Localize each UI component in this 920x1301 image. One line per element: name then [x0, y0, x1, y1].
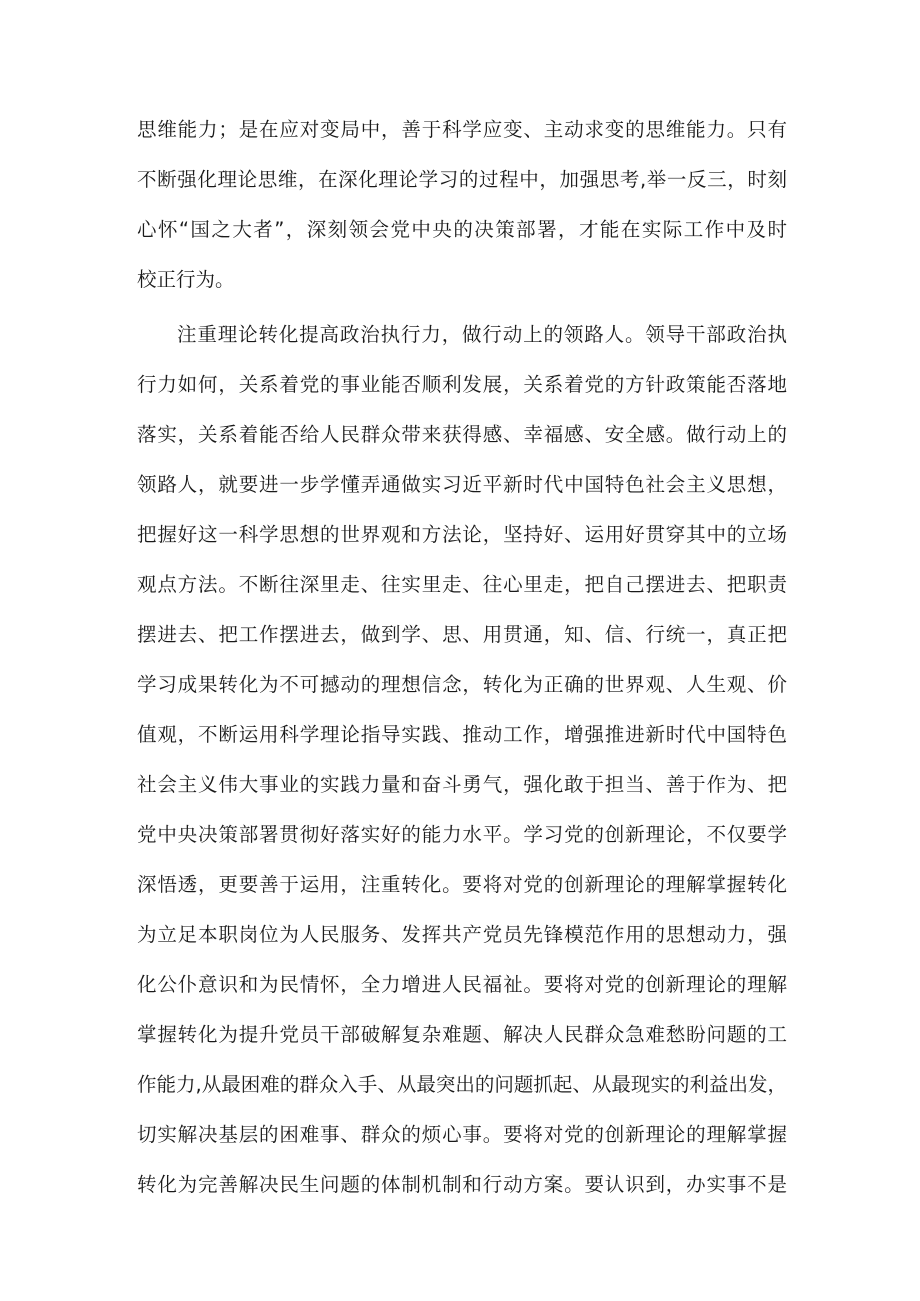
paragraph-2-line-2: 行力如何，关系着党的事业能否顺利发展，关系着党的方针政策能否落地 — [137, 373, 787, 396]
paragraph-1-line-4: 校正行为。 — [137, 268, 235, 291]
paragraph-1-line-2: 不断强化理论思维，在深化理论学习的过程中，加强思考,举一反三，时刻 — [137, 168, 787, 191]
paragraph-2-line-12: 深悟透，更要善于运用，注重转化。要将对党的创新理论的理解掌握转化 — [137, 873, 787, 896]
paragraph-2-line-13: 为立足本职岗位为人民服务、发挥共产党员先锋模范作用的思想动力，强 — [137, 923, 787, 946]
paragraph-2-line-8: 学习成果转化为不可撼动的理想信念，转化为正确的世界观、人生观、价 — [137, 673, 787, 696]
paragraph-2-line-11: 党中央决策部署贯彻好落实好的能力水平。学习党的创新理论，不仅要学 — [137, 823, 787, 846]
paragraph-2-line-6: 观点方法。不断往深里走、往实里走、往心里走，把自己摆进去、把职责 — [137, 573, 787, 596]
paragraph-2-line-10: 社会主义伟大事业的实践力量和奋斗勇气，强化敢于担当、善于作为、把 — [137, 773, 787, 796]
paragraph-2-line-9: 值观，不断运用科学理论指导实践、推动工作，增强推进新时代中国特色 — [137, 723, 787, 746]
paragraph-2-line-14: 化公仆意识和为民情怀，全力增进人民福祉。要将对党的创新理论的理解 — [137, 973, 787, 996]
paragraph-2-line-3: 落实，关系着能否给人民群众带来获得感、幸福感、安全感。做行动上的 — [137, 423, 787, 446]
paragraph-2-line-4: 领路人，就要进一步学懂弄通做实习近平新时代中国特色社会主义思想， — [137, 473, 787, 496]
paragraph-2-line-15: 掌握转化为提升党员干部破解复杂难题、解决人民群众急难愁盼问题的工 — [137, 1023, 787, 1046]
paragraph-2-line-1: 注重理论转化提高政治执行力，做行动上的领路人。领导干部政治执 — [177, 323, 787, 346]
paragraph-2-line-5: 把握好这一科学思想的世界观和方法论，坚持好、运用好贯穿其中的立场 — [137, 523, 787, 546]
paragraph-2-line-17: 切实解决基层的困难事、群众的烦心事。要将对党的创新理论的理解掌握 — [137, 1123, 787, 1146]
paragraph-1-line-1: 思维能力；是在应对变局中，善于科学应变、主动求变的思维能力。只有 — [137, 118, 787, 141]
paragraph-1-line-3: 心怀“国之大者”，深刻领会党中央的决策部署，才能在实际工作中及时 — [137, 218, 787, 241]
paragraph-2-line-16: 作能力,从最困难的群众入手、从最突出的问题抓起、从最现实的利益出发， — [137, 1073, 787, 1096]
paragraph-2-line-7: 摆进去、把工作摆进去，做到学、思、用贯通，知、信、行统一，真正把 — [137, 623, 787, 646]
paragraph-2-line-18: 转化为完善解决民生问题的体制机制和行动方案。要认识到，办实事不是 — [137, 1173, 787, 1196]
